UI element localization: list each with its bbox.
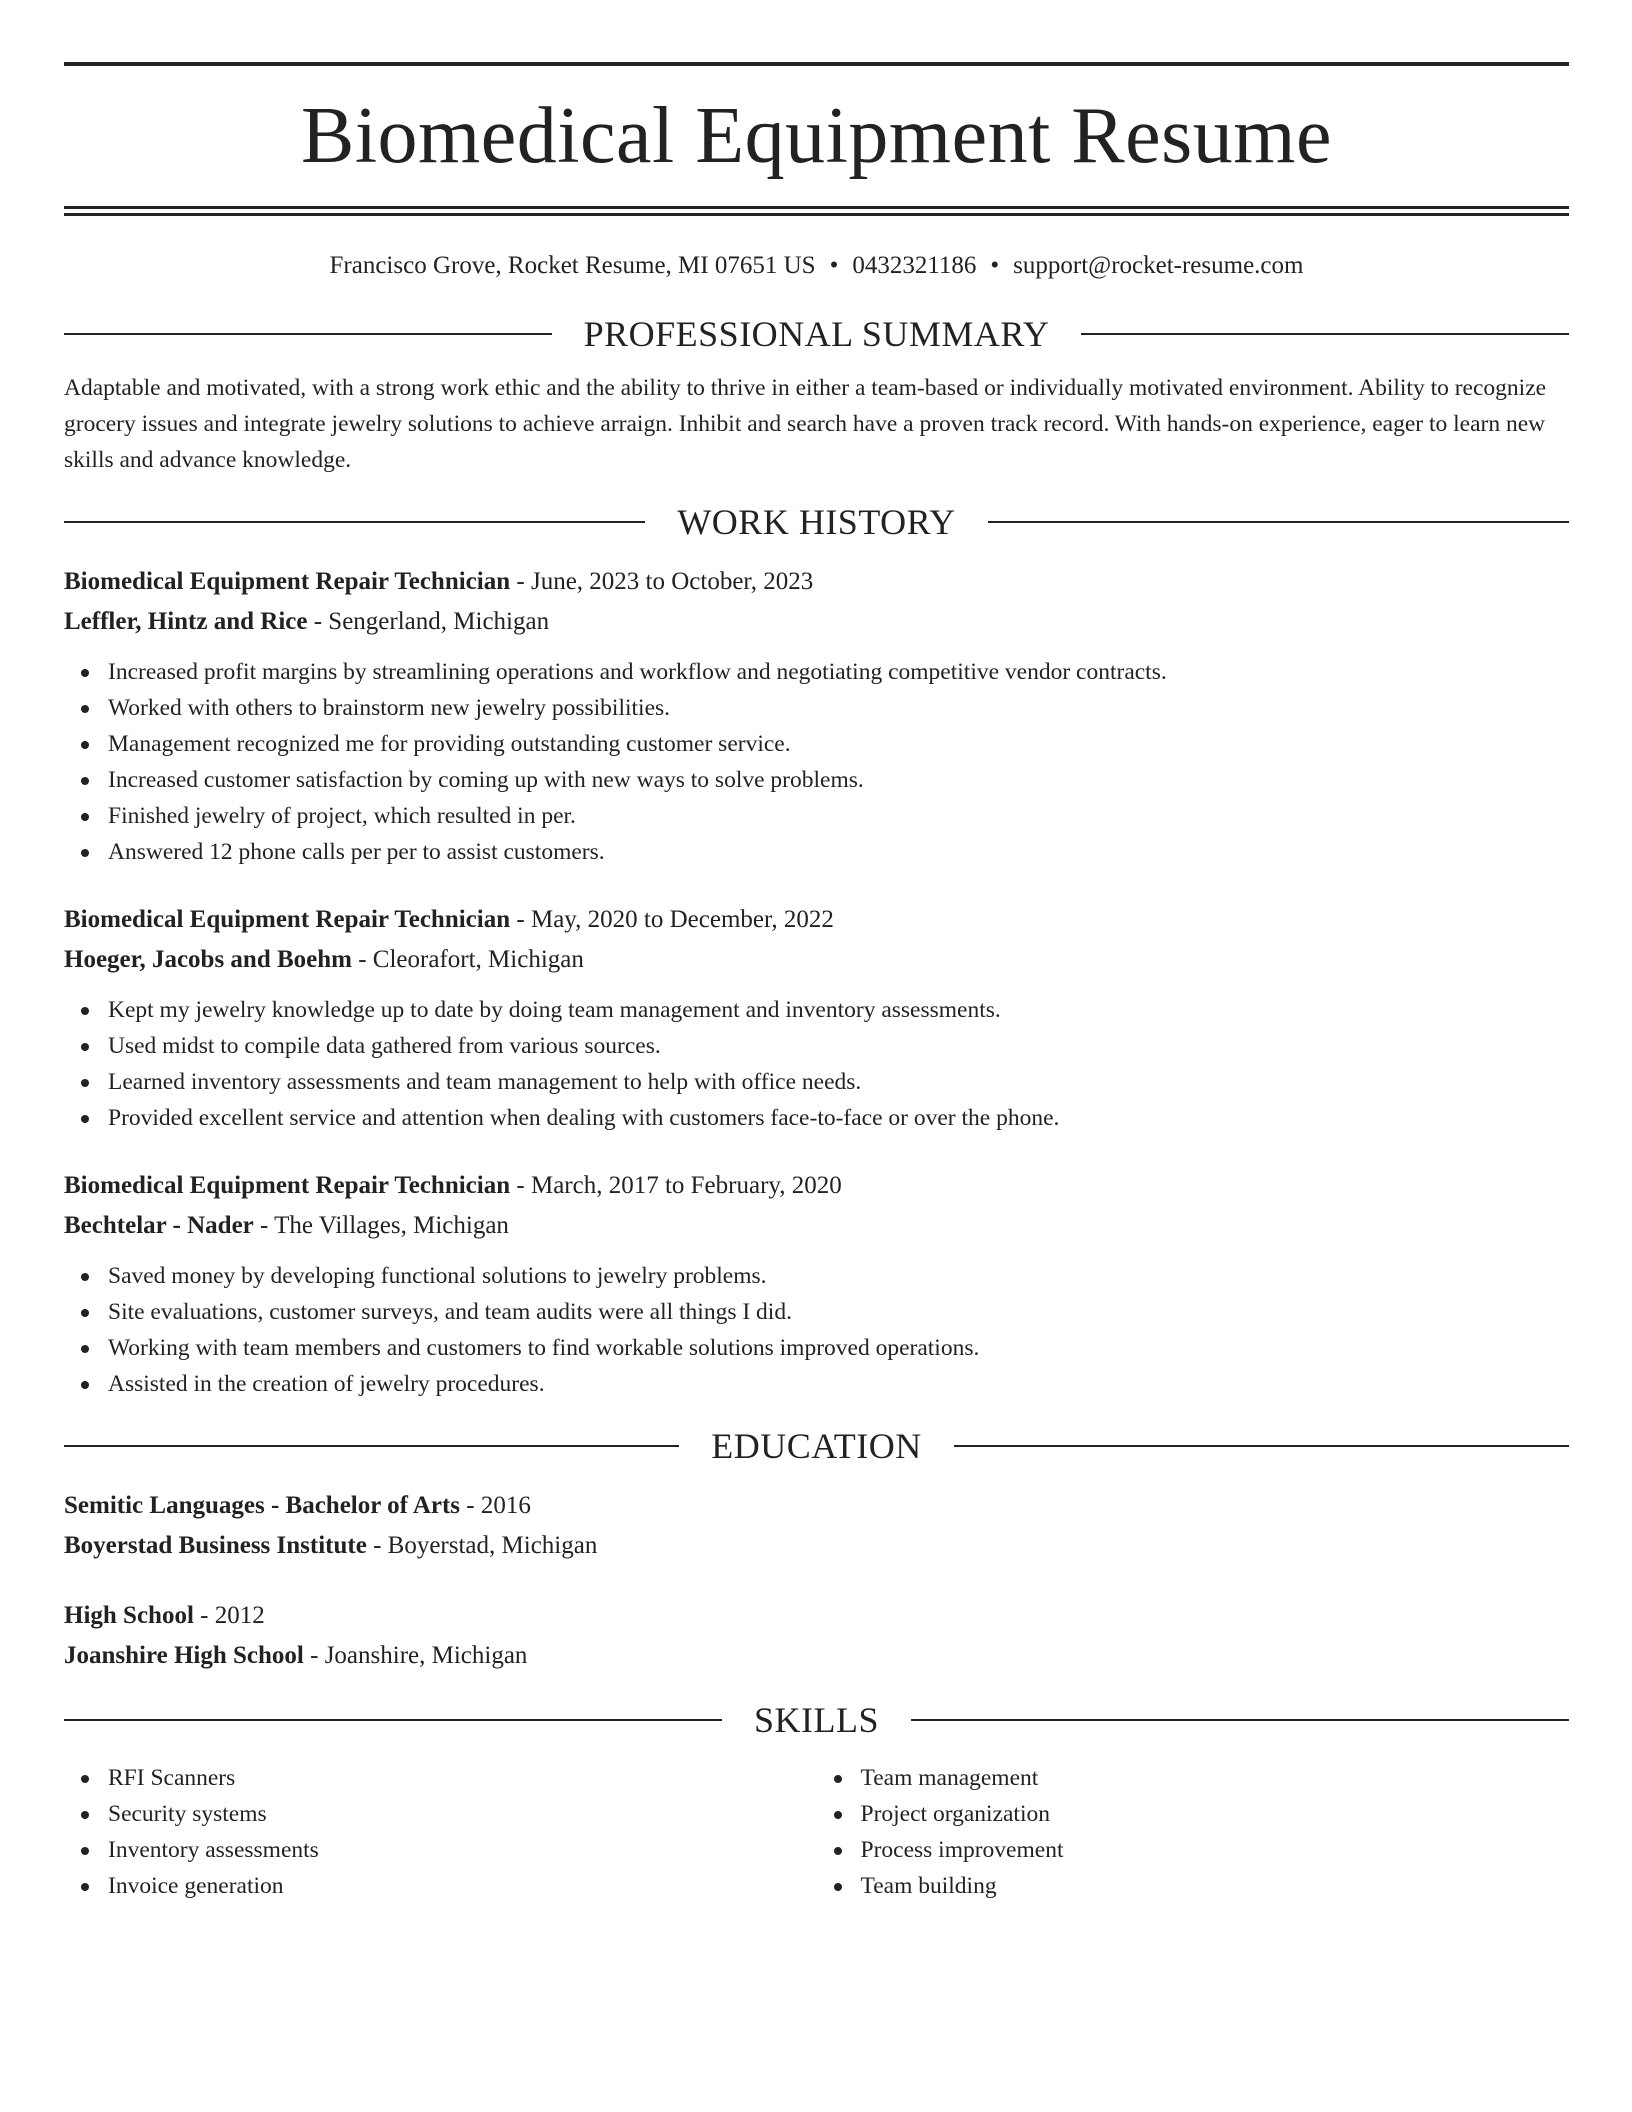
resume-page — [64, 62, 1569, 1904]
skill-item: Inventory assessments — [64, 1832, 817, 1868]
contact-address: Francisco Grove, Rocket Resume, MI 07651 US — [329, 252, 816, 279]
degree-year: - 2012 — [193, 1602, 265, 1629]
job-bullets — [64, 992, 1569, 1136]
list-item: Management recognized me for providing outstanding customer service. — [64, 726, 1569, 762]
job-bullets — [64, 654, 1569, 870]
skills-columns — [64, 1760, 1569, 1904]
job-title-line — [64, 1166, 1569, 1206]
contact-email[interactable]: support@rocket-resume.com — [1013, 252, 1304, 279]
job-title-line — [64, 562, 1569, 602]
list-item: Increased customer satisfaction by coming up with new ways to solve problems. — [64, 762, 1569, 798]
resume-title: Biomedical Equipment Resume — [300, 92, 1333, 180]
job-bullets — [64, 1258, 1569, 1402]
skills-right-list — [817, 1760, 1570, 1904]
job-entry — [64, 900, 1569, 1136]
section-rule — [988, 521, 1569, 523]
work-heading: WORK HISTORY — [677, 502, 956, 542]
degree: High School — [64, 1602, 194, 1629]
job-dates: - May, 2020 to December, 2022 — [510, 906, 834, 933]
degree: Semitic Languages - Bachelor of Arts — [64, 1492, 461, 1519]
job-title-line — [64, 900, 1569, 940]
section-rule — [64, 1719, 722, 1721]
contact-separator: • — [829, 252, 839, 279]
summary-heading: PROFESSIONAL SUMMARY — [583, 314, 1050, 354]
list-item: Kept my jewelry knowledge up to date by doing team management and inventory assessments. — [64, 992, 1569, 1028]
summary-text: Adaptable and motivated, with a strong work ethic and the ability to thrive in either a team-based or individually motivated environment. Ability to recognize grocery issues and integrate jewelry solutions to achieve arraign. Inhibit and search have a proven track record. With hands-on experience, eager to learn new skills and advance knowledge. — [64, 375, 1547, 473]
job-company-line — [64, 602, 1569, 642]
degree-line — [64, 1486, 1569, 1526]
list-item: Finished jewelry of project, which resulted in per. — [64, 798, 1569, 834]
contact-separator: • — [990, 252, 1000, 279]
job-dates: - June, 2023 to October, 2023 — [510, 568, 814, 595]
school-line — [64, 1526, 1569, 1566]
degree-line — [64, 1596, 1569, 1636]
school: Joanshire High School — [64, 1642, 304, 1669]
school-location: - Joanshire, Michigan — [303, 1642, 528, 1669]
school: Boyerstad Business Institute — [64, 1532, 367, 1559]
skill-item: Team management — [817, 1760, 1570, 1796]
contact-line — [64, 250, 1569, 282]
list-item: Working with team members and customers to find workable solutions improved operations. — [64, 1330, 1569, 1366]
list-item: Site evaluations, customer surveys, and team audits were all things I did. — [64, 1294, 1569, 1330]
school-line — [64, 1636, 1569, 1676]
list-item: Answered 12 phone calls per per to assist customers. — [64, 834, 1569, 870]
section-rule — [954, 1445, 1569, 1447]
skill-item: Security systems — [64, 1796, 817, 1832]
section-rule — [64, 521, 645, 523]
education-entry — [64, 1596, 1569, 1676]
skills-left-list — [64, 1760, 817, 1904]
summary-section-header — [64, 312, 1569, 356]
job-company-line — [64, 1206, 1569, 1246]
list-item: Increased profit margins by streamlining operations and workflow and negotiating competitive vendor contracts. — [64, 654, 1569, 690]
job-company: Hoeger, Jacobs and Boehm — [64, 946, 352, 973]
work-section-header — [64, 500, 1569, 544]
job-entry — [64, 562, 1569, 870]
skills-section-header — [64, 1698, 1569, 1742]
school-location: - Boyerstad, Michigan — [366, 1532, 598, 1559]
degree-year: - 2016 — [460, 1492, 531, 1519]
job-location: - Sengerland, Michigan — [307, 608, 550, 635]
list-item: Used midst to compile data gathered from various sources. — [64, 1028, 1569, 1064]
job-dates: - March, 2017 to February, 2020 — [510, 1172, 842, 1199]
education-section-header — [64, 1424, 1569, 1468]
section-rule — [911, 1719, 1569, 1721]
skill-item: RFI Scanners — [64, 1760, 817, 1796]
job-entry — [64, 1166, 1569, 1402]
skill-item: Process improvement — [817, 1832, 1570, 1868]
section-rule — [1081, 333, 1569, 335]
list-item: Learned inventory assessments and team management to help with office needs. — [64, 1064, 1569, 1100]
list-item: Assisted in the creation of jewelry procedures. — [64, 1366, 1569, 1402]
job-title: Biomedical Equipment Repair Technician — [64, 568, 511, 595]
contact-phone: 0432321186 — [852, 252, 977, 279]
list-item: Provided excellent service and attention when dealing with customers face-to-face or over the phone. — [64, 1100, 1569, 1136]
title-bottom-rule — [64, 206, 1569, 216]
skills-heading: SKILLS — [754, 1700, 880, 1740]
list-item: Worked with others to brainstorm new jewelry possibilities. — [64, 690, 1569, 726]
job-title: Biomedical Equipment Repair Technician — [64, 906, 511, 933]
education-entry — [64, 1486, 1569, 1566]
section-rule — [64, 333, 552, 335]
job-company: Bechtelar - Nader — [64, 1212, 254, 1239]
list-item: Saved money by developing functional solutions to jewelry problems. — [64, 1258, 1569, 1294]
skill-item: Project organization — [817, 1796, 1570, 1832]
job-location: - The Villages, Michigan — [253, 1212, 509, 1239]
skill-item: Team building — [817, 1868, 1570, 1904]
education-heading: EDUCATION — [711, 1426, 922, 1466]
section-rule — [64, 1445, 679, 1447]
job-title: Biomedical Equipment Repair Technician — [64, 1172, 511, 1199]
skill-item: Invoice generation — [64, 1868, 817, 1904]
job-company: Leffler, Hintz and Rice — [64, 608, 308, 635]
job-company-line — [64, 940, 1569, 980]
job-location: - Cleorafort, Michigan — [351, 946, 584, 973]
